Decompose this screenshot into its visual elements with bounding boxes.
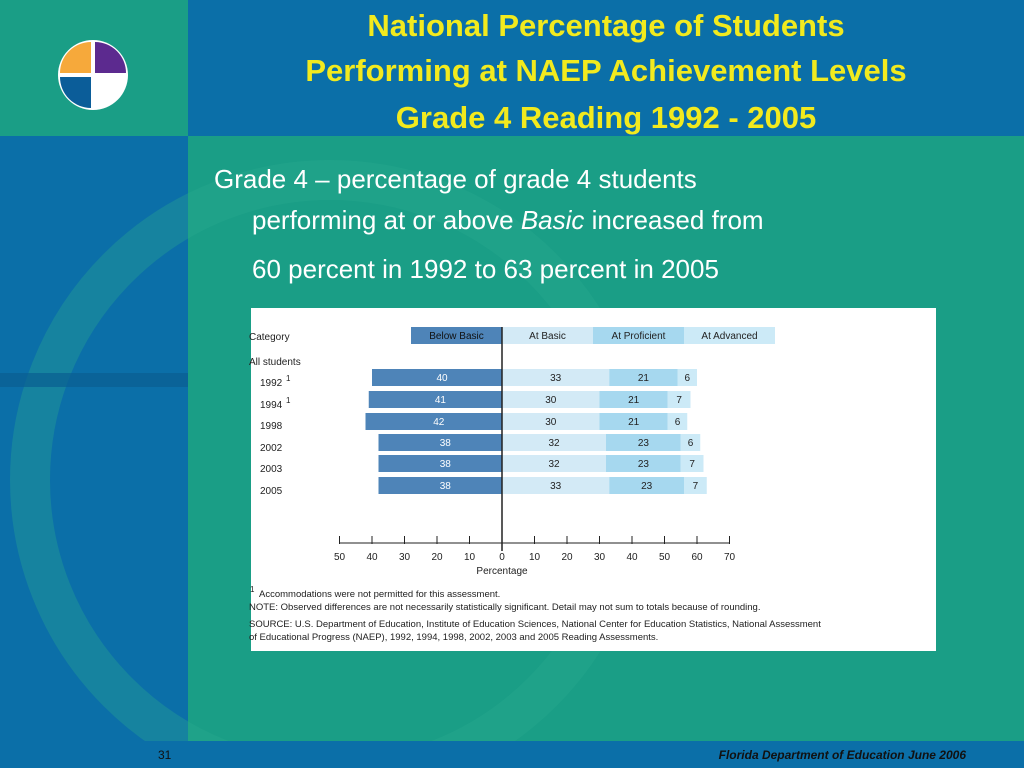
label-at-advanced-2005: 7 xyxy=(692,481,699,492)
label-at-proficient-2002: 23 xyxy=(637,438,649,449)
label-at-advanced-2003: 7 xyxy=(689,459,695,470)
label-below-basic-1998: 42 xyxy=(433,417,445,428)
footer-text: Florida Department of Education June 2006 xyxy=(718,748,966,762)
x-tick-label-1: 40 xyxy=(366,552,378,563)
label-at-proficient-2005: 23 xyxy=(641,481,653,492)
label-below-basic-2005: 38 xyxy=(439,481,451,492)
chart-group-label: All students xyxy=(249,357,301,368)
label-below-basic-2002: 38 xyxy=(439,438,451,449)
x-tick-label-11: 60 xyxy=(691,552,703,563)
category-label-2002: 2002 xyxy=(260,443,283,454)
label-at-basic-2003: 32 xyxy=(548,459,560,470)
label-at-basic-1992: 33 xyxy=(550,373,562,384)
category-label-1994: 1994 xyxy=(260,400,283,411)
footnote-marker: 1 xyxy=(250,585,255,594)
title-line-1: National Percentage of Students xyxy=(367,8,845,43)
label-at-proficient-1992: 21 xyxy=(637,373,649,384)
x-tick-label-7: 20 xyxy=(561,552,573,563)
chart-panel xyxy=(251,308,936,651)
category-label-2005: 2005 xyxy=(260,486,283,497)
label-below-basic-1994: 41 xyxy=(434,395,446,406)
x-tick-label-2: 30 xyxy=(398,552,411,563)
legend-label-2: At Proficient xyxy=(611,331,666,342)
bullet-line-2-start: performing at or above xyxy=(252,205,521,235)
category-superscript-1994: 1 xyxy=(286,396,291,405)
label-at-basic-2005: 33 xyxy=(550,481,562,492)
x-tick-label-3: 20 xyxy=(431,552,443,563)
chart-category-header: Category xyxy=(249,332,290,343)
label-at-basic-1994: 30 xyxy=(545,395,557,406)
legend-label-3: At Advanced xyxy=(701,331,758,342)
label-at-advanced-1994: 7 xyxy=(676,395,682,406)
slide-number: 31 xyxy=(158,748,172,762)
legend-label-0: Below Basic xyxy=(429,331,484,342)
label-below-basic-1992: 40 xyxy=(436,373,448,384)
x-tick-label-9: 40 xyxy=(626,552,638,563)
label-at-proficient-1994: 21 xyxy=(628,395,640,406)
x-tick-label-6: 10 xyxy=(528,552,541,563)
chart-source-line-1: SOURCE: U.S. Department of Education, Institute of Education Sciences, National Center for Education Statistics, National Assessment xyxy=(249,619,821,630)
label-at-basic-2002: 32 xyxy=(548,438,560,449)
x-tick-label-5: 0 xyxy=(499,552,505,563)
footnote-text: Accommodations were not permitted for this assessment. xyxy=(259,589,501,600)
x-tick-label-8: 30 xyxy=(593,552,606,563)
x-tick-label-10: 50 xyxy=(658,552,671,563)
category-label-1992: 1992 xyxy=(260,378,283,389)
label-at-advanced-1992: 6 xyxy=(684,373,691,384)
title-line-2: Performing at NAEP Achievement Levels xyxy=(305,53,907,88)
naep-chart xyxy=(251,308,936,651)
label-at-advanced-2002: 6 xyxy=(687,438,694,449)
category-label-1998: 1998 xyxy=(260,421,283,432)
category-superscript-1992: 1 xyxy=(286,374,291,383)
label-at-proficient-1998: 21 xyxy=(628,417,640,428)
chart-source-line-2: of Educational Progress (NAEP), 1992, 1994, 1998, 2002, 2003 and 2005 Reading Assessments. xyxy=(249,632,659,643)
x-tick-label-4: 10 xyxy=(463,552,476,563)
label-at-advanced-1998: 6 xyxy=(674,417,681,428)
x-tick-label-12: 70 xyxy=(723,552,736,563)
bullet-line-1: Grade 4 – percentage of grade 4 students xyxy=(214,164,697,194)
label-at-basic-1998: 30 xyxy=(545,417,557,428)
category-label-2003: 2003 xyxy=(260,464,283,475)
bullet-line-2-end: increased from xyxy=(584,205,764,235)
chart-note: NOTE: Observed differences are not necessarily statistically significant. Detail may not sum to totals because of rounding. xyxy=(249,602,761,613)
x-tick-label-0: 50 xyxy=(333,552,346,563)
label-at-proficient-2003: 23 xyxy=(637,459,649,470)
bullet-line-2 xyxy=(252,204,764,236)
legend-label-1: At Basic xyxy=(529,331,566,342)
bullet-line-3: 60 percent in 1992 to 63 percent in 2005 xyxy=(252,254,719,284)
x-axis-label: Percentage xyxy=(476,566,528,577)
label-below-basic-2003: 38 xyxy=(439,459,451,470)
title-line-3: Grade 4 Reading 1992 - 2005 xyxy=(395,100,817,135)
bullet-basic-italic: Basic xyxy=(520,205,585,235)
